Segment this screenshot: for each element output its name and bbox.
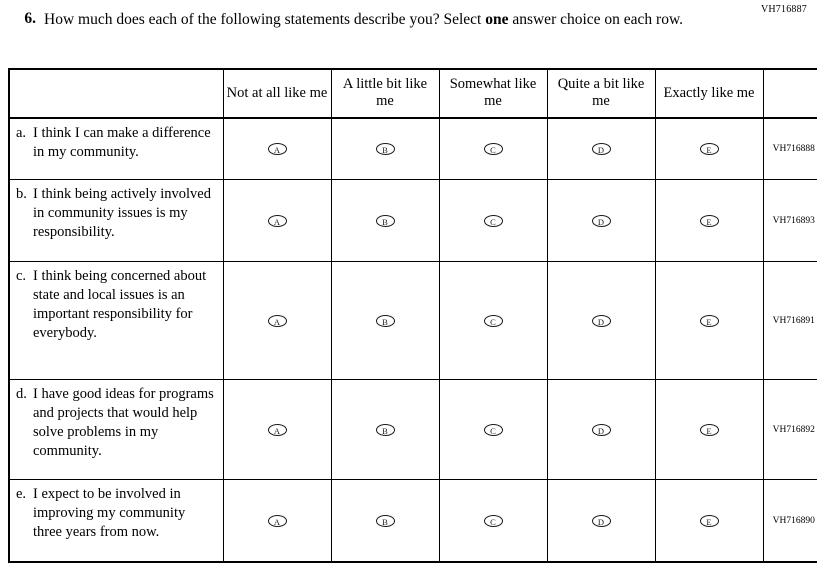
- option-d1-cell[interactable]: [223, 380, 331, 480]
- bubble-c-B[interactable]: B: [376, 315, 395, 327]
- bubble-d-D[interactable]: D: [592, 424, 611, 436]
- row-letter-c: c.: [16, 268, 27, 285]
- row-letter-b: b.: [16, 186, 27, 203]
- row-letter-a: a.: [16, 124, 27, 141]
- bubble-a-B[interactable]: B: [376, 143, 395, 155]
- row-stem-b: [9, 180, 223, 262]
- row-id-d: VH716892: [763, 380, 817, 480]
- option-b5-cell[interactable]: [655, 180, 763, 262]
- row-id-c: VH716891: [763, 262, 817, 380]
- response-matrix: [8, 68, 817, 563]
- table-row: [9, 180, 817, 262]
- option-d4-cell[interactable]: [547, 380, 655, 480]
- option-b2-cell[interactable]: [331, 180, 439, 262]
- option-c3-cell[interactable]: [439, 262, 547, 380]
- option-c1-cell[interactable]: [223, 262, 331, 380]
- bubble-d-E[interactable]: E: [700, 424, 719, 436]
- page-item-id: VH716887: [760, 4, 807, 15]
- header-option-2: A little bit like me: [331, 69, 439, 118]
- option-d2-cell[interactable]: [331, 380, 439, 480]
- header-stem-blank: [9, 69, 223, 118]
- table-row: [9, 480, 817, 562]
- question-block: [18, 10, 738, 30]
- table-row: [9, 262, 817, 380]
- bubble-c-E[interactable]: E: [700, 315, 719, 327]
- option-a2-cell[interactable]: [331, 118, 439, 180]
- matrix-header-row: [9, 69, 817, 118]
- bubble-c-A[interactable]: A: [268, 315, 287, 327]
- bubble-e-D[interactable]: D: [592, 515, 611, 527]
- option-b3-cell[interactable]: [439, 180, 547, 262]
- header-option-3: Somewhat like me: [439, 69, 547, 118]
- bubble-a-C[interactable]: C: [484, 143, 503, 155]
- bubble-b-B[interactable]: B: [376, 215, 395, 227]
- option-a5-cell[interactable]: [655, 118, 763, 180]
- bubble-c-C[interactable]: C: [484, 315, 503, 327]
- option-c4-cell[interactable]: [547, 262, 655, 380]
- row-id-e: VH716890: [763, 480, 817, 562]
- row-stem-c: [9, 262, 223, 380]
- question-text: [44, 10, 724, 30]
- table-row: [9, 118, 817, 180]
- header-option-4: Quite a bit like me: [547, 69, 655, 118]
- row-letter-d: d.: [16, 386, 27, 403]
- row-statement-d: I have good ideas for programs and projects that would help solve problems in my community.: [33, 386, 214, 459]
- row-id-a: VH716888: [763, 118, 817, 180]
- bubble-e-E[interactable]: E: [700, 515, 719, 527]
- table-row: [9, 380, 817, 480]
- option-b4-cell[interactable]: [547, 180, 655, 262]
- header-id-blank: [763, 69, 817, 118]
- bubble-a-D[interactable]: D: [592, 143, 611, 155]
- option-a3-cell[interactable]: [439, 118, 547, 180]
- option-e4-cell[interactable]: [547, 480, 655, 562]
- row-stem-a: [9, 118, 223, 180]
- bubble-e-C[interactable]: C: [484, 515, 503, 527]
- question-text-part2: answer choice on each row.: [508, 11, 684, 28]
- row-statement-c: I think being concerned about state and local issues is an important responsibility for everybody.: [33, 268, 207, 341]
- bubble-b-E[interactable]: E: [700, 215, 719, 227]
- question-number: 6.: [24, 10, 36, 27]
- bubble-b-C[interactable]: C: [484, 215, 503, 227]
- option-c5-cell[interactable]: [655, 262, 763, 380]
- bubble-a-E[interactable]: E: [700, 143, 719, 155]
- option-e5-cell[interactable]: [655, 480, 763, 562]
- question-text-emphasis: one: [485, 11, 509, 28]
- header-option-1: Not at all like me: [223, 69, 331, 118]
- option-e2-cell[interactable]: [331, 480, 439, 562]
- bubble-b-A[interactable]: A: [268, 215, 287, 227]
- bubble-e-B[interactable]: B: [376, 515, 395, 527]
- row-statement-a: I think I can make a difference in my community.: [33, 124, 211, 160]
- header-option-5: Exactly like me: [655, 69, 763, 118]
- bubble-d-B[interactable]: B: [376, 424, 395, 436]
- bubble-d-A[interactable]: A: [268, 424, 287, 436]
- option-a4-cell[interactable]: [547, 118, 655, 180]
- option-d3-cell[interactable]: [439, 380, 547, 480]
- bubble-c-D[interactable]: D: [592, 315, 611, 327]
- option-d5-cell[interactable]: [655, 380, 763, 480]
- option-e3-cell[interactable]: [439, 480, 547, 562]
- row-stem-d: [9, 380, 223, 480]
- row-id-b: VH716893: [763, 180, 817, 262]
- row-letter-e: e.: [16, 486, 27, 503]
- option-a1-cell[interactable]: [223, 118, 331, 180]
- option-b1-cell[interactable]: [223, 180, 331, 262]
- question-text-part1: How much does each of the following statements describe you? Select: [44, 11, 486, 28]
- option-e1-cell[interactable]: [223, 480, 331, 562]
- bubble-b-D[interactable]: D: [592, 215, 611, 227]
- row-statement-e: I expect to be involved in improving my community three years from now.: [33, 486, 186, 540]
- bubble-d-C[interactable]: C: [484, 424, 503, 436]
- bubble-a-A[interactable]: A: [268, 143, 287, 155]
- option-c2-cell[interactable]: [331, 262, 439, 380]
- row-stem-e: [9, 480, 223, 562]
- row-statement-b: I think being actively involved in community issues is my responsibility.: [33, 186, 211, 240]
- bubble-e-A[interactable]: A: [268, 515, 287, 527]
